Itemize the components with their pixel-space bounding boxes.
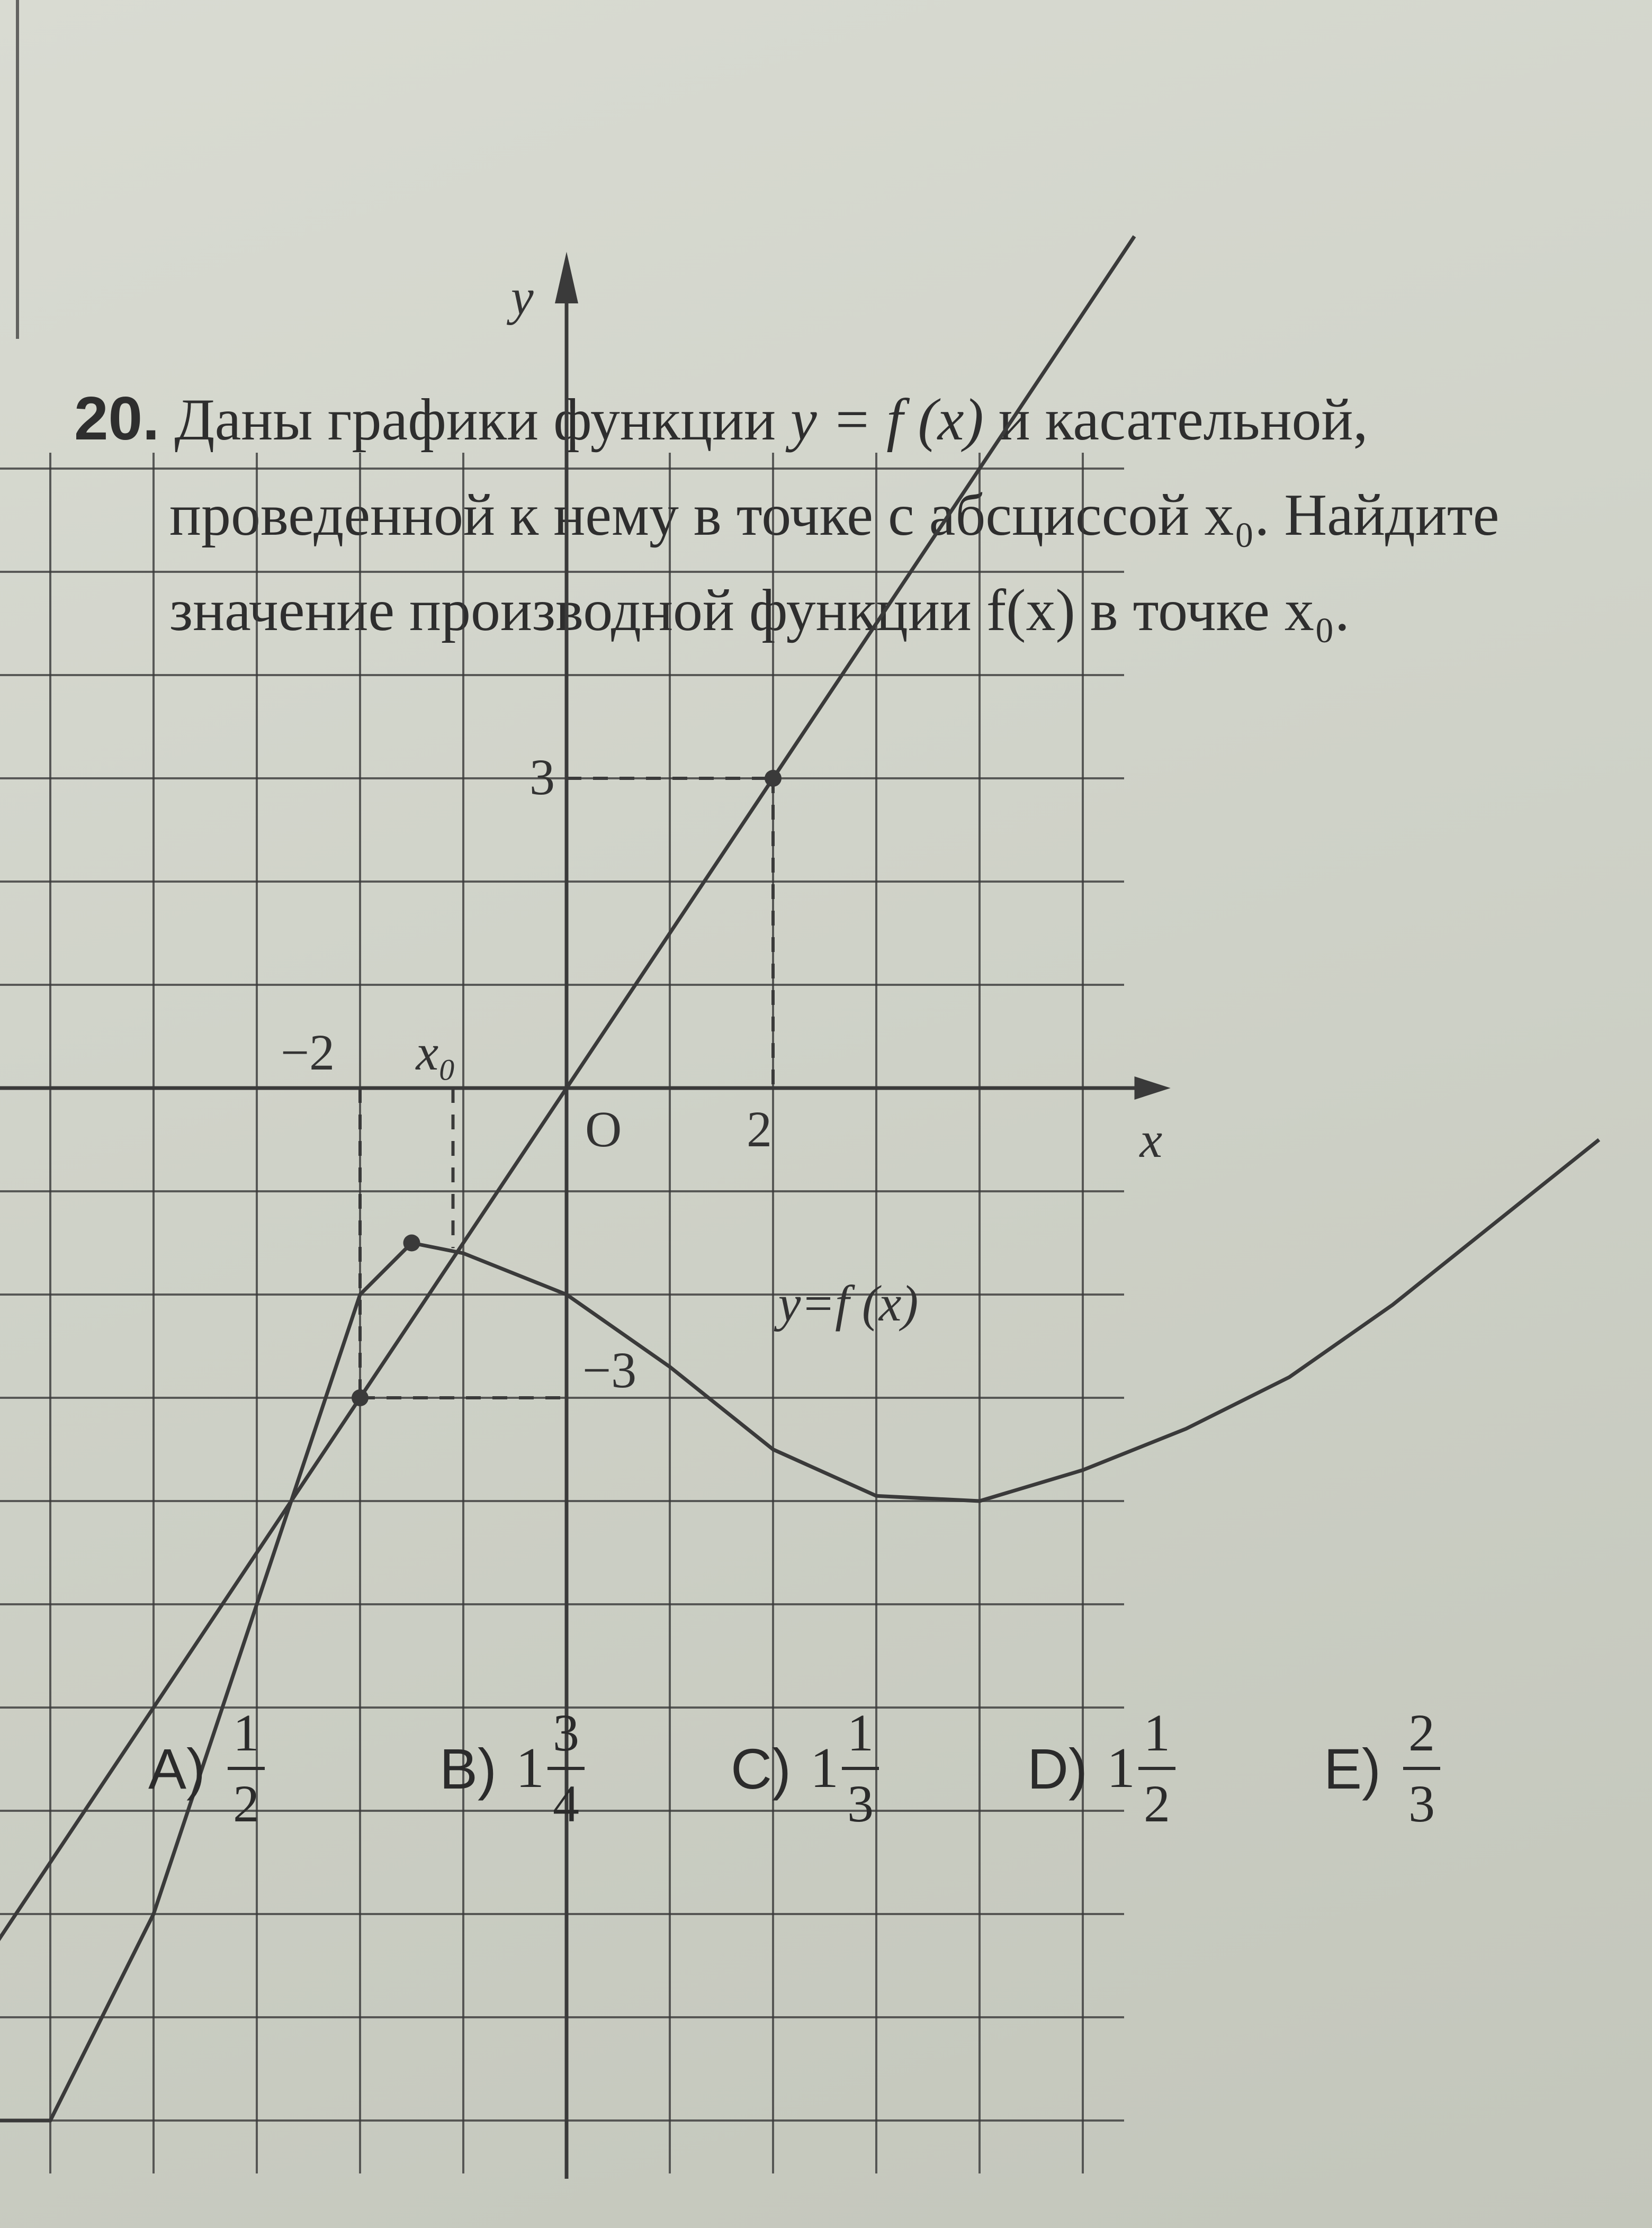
- fraction-bar: [1403, 1767, 1440, 1770]
- marked-point: [352, 1389, 369, 1406]
- x-axis-arrow: [1135, 1076, 1171, 1100]
- answer-c[interactable]: [731, 1689, 879, 1848]
- fraction-bar: [228, 1767, 265, 1770]
- answer-a-letter: A): [148, 1736, 205, 1801]
- answer-a-numerator: 1: [233, 1703, 259, 1762]
- answer-e-fraction: [1403, 1703, 1440, 1833]
- question-line3: значение производной функции f(x) в точке x₀.: [169, 578, 1350, 643]
- fraction-bar: [842, 1767, 879, 1770]
- answer-b-numerator: 3: [553, 1703, 579, 1762]
- answer-d-letter: D): [1027, 1736, 1088, 1801]
- answer-c-numerator: 1: [847, 1703, 874, 1762]
- answer-d-denominator: 2: [1143, 1774, 1170, 1833]
- answer-b-letter: B): [439, 1736, 497, 1801]
- y-axis-label: y: [511, 268, 534, 325]
- answer-b[interactable]: [439, 1689, 585, 1848]
- tick-label-x0: x₀: [416, 1024, 456, 1081]
- answer-d-fraction: [1138, 1703, 1175, 1833]
- answer-a-denominator: 2: [233, 1774, 259, 1833]
- marked-point: [403, 1235, 420, 1252]
- tick-label-x-2: 2: [747, 1101, 772, 1157]
- fraction-bar: [547, 1767, 585, 1770]
- curve-label: y=f (x): [778, 1274, 919, 1332]
- question-line1-a: Даны графики функции: [174, 387, 791, 453]
- answer-e-denominator: 3: [1408, 1774, 1435, 1833]
- answer-b-denominator: 4: [553, 1774, 579, 1833]
- question-number: 20.: [74, 384, 160, 453]
- answer-options: [148, 1689, 1578, 1848]
- answer-c-fraction: [842, 1703, 879, 1833]
- answer-e[interactable]: [1324, 1689, 1440, 1848]
- marked-point: [765, 770, 782, 787]
- tick-label-x-neg2: −2: [281, 1024, 335, 1081]
- y-axis-arrow: [555, 252, 578, 304]
- answer-e-numerator: 2: [1408, 1703, 1435, 1762]
- tick-label-y-neg3: −3: [582, 1342, 637, 1398]
- origin-label: O: [585, 1101, 622, 1157]
- answer-c-whole: 1: [810, 1737, 839, 1800]
- question-function-notation: y = f (x): [791, 387, 984, 453]
- answer-d-whole: 1: [1106, 1737, 1135, 1800]
- question-line2: проведенной к нему в точке с абсциссой x₀. Найдите: [169, 482, 1500, 548]
- question-line1-b: и касательной,: [998, 387, 1368, 453]
- fraction-bar: [1138, 1767, 1175, 1770]
- answer-d-numerator: 1: [1143, 1703, 1170, 1762]
- answer-a[interactable]: [148, 1689, 265, 1848]
- x-axis-label: x: [1139, 1111, 1163, 1168]
- answer-d[interactable]: [1027, 1689, 1175, 1848]
- tick-label-y-3: 3: [529, 749, 555, 805]
- answer-a-fraction: [228, 1703, 265, 1833]
- answer-c-denominator: 3: [847, 1774, 874, 1833]
- answer-b-fraction: [547, 1703, 585, 1833]
- answer-c-letter: C): [731, 1736, 791, 1801]
- answer-b-whole: 1: [516, 1737, 544, 1800]
- answer-e-letter: E): [1324, 1736, 1381, 1801]
